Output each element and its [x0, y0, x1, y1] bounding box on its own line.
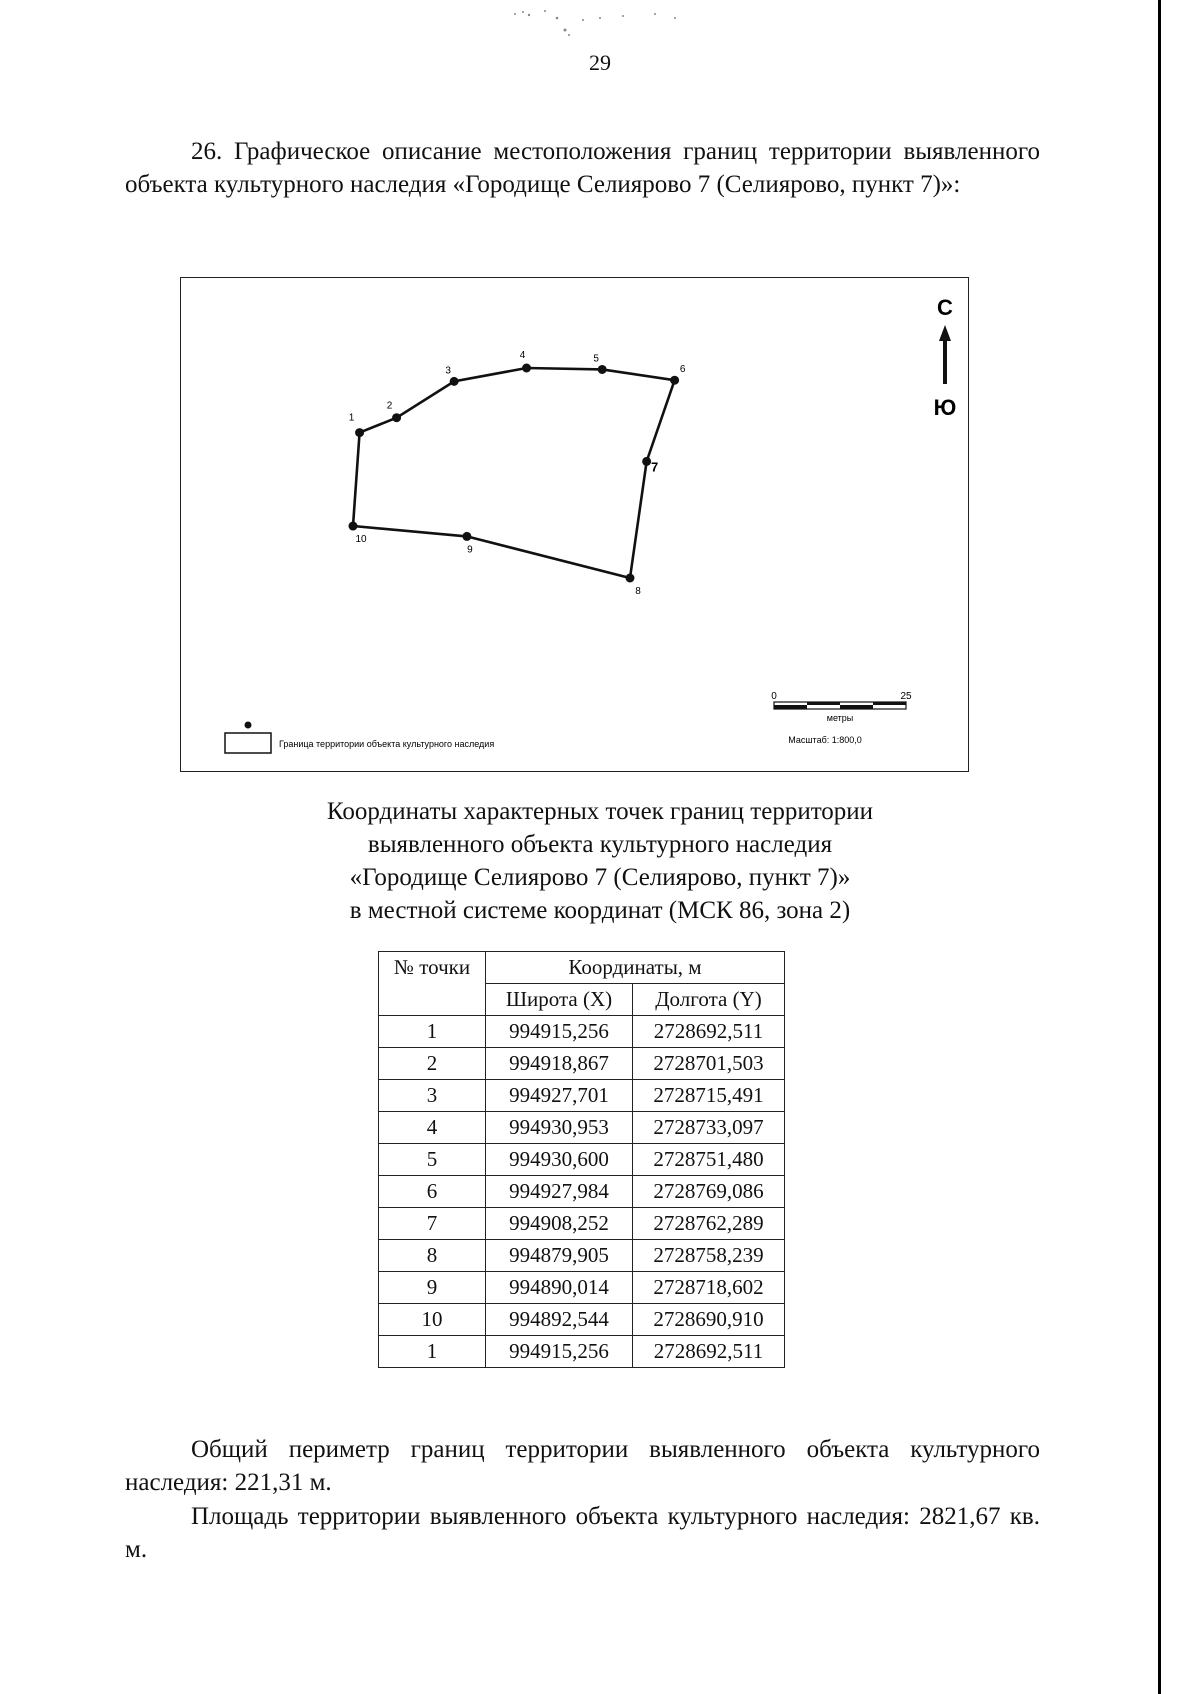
- latitude-cell: 994890,014: [486, 1272, 633, 1304]
- scale-start-label: 0: [771, 691, 777, 702]
- boundary-point-4: [522, 364, 531, 373]
- point-number-cell: 5: [379, 1144, 486, 1176]
- longitude-cell: 2728758,239: [632, 1240, 784, 1272]
- north-arrow: [934, 295, 957, 420]
- boundary-point-label: 10: [355, 534, 367, 546]
- boundary-point-label: 6: [679, 364, 686, 376]
- table-row: [379, 1144, 785, 1176]
- point-number-cell: 1: [379, 1336, 486, 1368]
- map-legend: [225, 722, 494, 754]
- point-number-cell: 1: [379, 1016, 486, 1048]
- table-row: [379, 1304, 785, 1336]
- latitude-cell: 994879,905: [486, 1240, 633, 1272]
- boundary-point-9: [462, 532, 471, 541]
- point-number-cell: 7: [379, 1208, 486, 1240]
- scale-bar-segment: [807, 702, 840, 705]
- point-number-cell: 6: [379, 1176, 486, 1208]
- boundary-point-3: [450, 377, 459, 386]
- table-caption: [0, 795, 1200, 927]
- latitude-cell: 994918,867: [486, 1048, 633, 1080]
- boundary-point-1: [355, 428, 364, 437]
- point-number-cell: 8: [379, 1240, 486, 1272]
- latitude-cell: 994930,953: [486, 1112, 633, 1144]
- longitude-cell: 2728715,491: [632, 1080, 784, 1112]
- scale-bar: [771, 691, 912, 745]
- legend-point-icon: [245, 722, 252, 729]
- scale-bar-segment: [774, 705, 807, 709]
- header-point-number: № точки: [379, 952, 486, 1016]
- point-number-cell: 9: [379, 1272, 486, 1304]
- boundary-point-2: [392, 413, 401, 422]
- coordinates-table: [378, 951, 785, 1368]
- area-text: Площадь территории выявленного объекта культурного наследия: 2821,67 кв. м.: [125, 1503, 1040, 1563]
- north-label: С: [937, 295, 953, 320]
- scale-bar-segment: [873, 702, 906, 705]
- point-number-cell: 2: [379, 1048, 486, 1080]
- caption-line: в местной системе координат (МСК 86, зона 2): [349, 897, 851, 924]
- boundary-map-drawing: [181, 278, 968, 771]
- scale-bar-segment: [840, 705, 873, 709]
- boundary-points: [349, 350, 686, 597]
- longitude-cell: 2728718,602: [632, 1272, 784, 1304]
- point-number-cell: 4: [379, 1112, 486, 1144]
- latitude-cell: 994908,252: [486, 1208, 633, 1240]
- boundary-polygon: [353, 368, 675, 578]
- legend-label: Граница территории объекта культурного наследия: [279, 739, 495, 749]
- boundary-point-label: 4: [519, 350, 526, 361]
- boundary-point-label: 9: [467, 544, 473, 556]
- boundary-point-label: 1: [348, 412, 355, 424]
- latitude-cell: 994915,256: [486, 1336, 633, 1368]
- page-number: 29: [589, 50, 611, 75]
- latitude-cell: 994915,256: [486, 1016, 633, 1048]
- boundary-point-label: 3: [445, 365, 451, 377]
- boundary-point-7: [642, 457, 651, 466]
- longitude-cell: 2728751,480: [632, 1144, 784, 1176]
- header-latitude: Широта (X): [486, 984, 633, 1016]
- header-coordinates: Координаты, м: [486, 952, 785, 984]
- boundary-map: [180, 277, 969, 772]
- table-row: [379, 1336, 785, 1368]
- scan-artifact: [505, 6, 695, 40]
- table-row: [379, 1080, 785, 1112]
- caption-line: Координаты характерных точек границ территории: [326, 798, 874, 825]
- table-row: [379, 1016, 785, 1048]
- south-label: Ю: [933, 395, 957, 420]
- point-number-cell: 3: [379, 1080, 486, 1112]
- latitude-cell: 994892,544: [486, 1304, 633, 1336]
- north-arrow-shaft: [943, 340, 947, 384]
- table-row: [379, 1112, 785, 1144]
- header-longitude: Долгота (Y): [632, 984, 784, 1016]
- perimeter-text: Общий периметр границ территории выявленного объекта культурного наследия: 221,31 м.: [125, 1436, 1040, 1496]
- summary: [125, 1433, 1040, 1567]
- north-arrow-icon: [939, 325, 951, 341]
- scale-unit-label: метры: [826, 713, 854, 723]
- longitude-cell: 2728762,289: [632, 1208, 784, 1240]
- boundary-point-6: [670, 376, 679, 385]
- boundary-point-label: 5: [593, 353, 599, 365]
- longitude-cell: 2728701,503: [632, 1048, 784, 1080]
- boundary-point-8: [625, 574, 634, 583]
- boundary-point-10: [349, 522, 358, 531]
- table-row: [379, 1272, 785, 1304]
- boundary-point-label: 8: [635, 586, 641, 597]
- scale-end-label: 25: [900, 691, 912, 702]
- latitude-cell: 994927,701: [486, 1080, 633, 1112]
- table-row: [379, 1240, 785, 1272]
- longitude-cell: 2728769,086: [632, 1176, 784, 1208]
- table-row: [379, 1048, 785, 1080]
- section-heading: 26. Графическое описание местоположения границ территории выявленного объекта культурного наследия «Городище Селиярово 7 (Селиярово, пункт 7)»:: [125, 138, 1040, 198]
- longitude-cell: 2728733,097: [632, 1112, 784, 1144]
- boundary-point-5: [598, 365, 607, 374]
- longitude-cell: 2728692,511: [632, 1016, 784, 1048]
- latitude-cell: 994930,600: [486, 1144, 633, 1176]
- caption-line: выявленного объекта культурного наследия: [367, 831, 833, 858]
- boundary-point-label: 7: [651, 459, 659, 475]
- caption-line: «Городище Селиярово 7 (Селиярово, пункт 7)»: [349, 864, 851, 891]
- longitude-cell: 2728690,910: [632, 1304, 784, 1336]
- scale-ratio-label: Масштаб: 1:800,0: [788, 735, 862, 745]
- legend-symbol: [225, 733, 271, 753]
- latitude-cell: 994927,984: [486, 1176, 633, 1208]
- longitude-cell: 2728692,511: [632, 1336, 784, 1368]
- table-row: [379, 1208, 785, 1240]
- table-row: [379, 1176, 785, 1208]
- boundary-point-label: 2: [386, 400, 393, 412]
- point-number-cell: 10: [379, 1304, 486, 1336]
